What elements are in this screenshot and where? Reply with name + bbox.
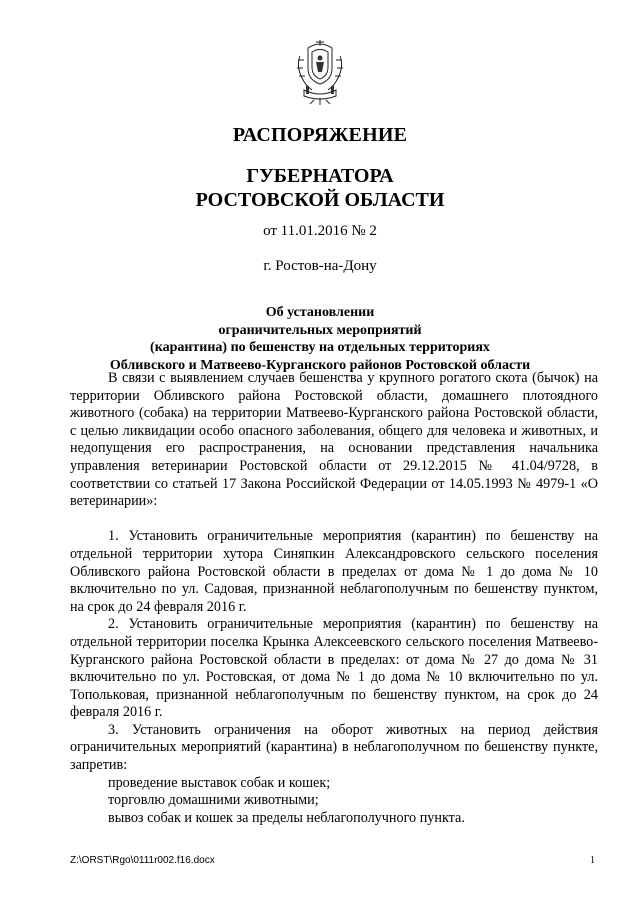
item-3-paragraph: 3. Установить ограничения на оборот животных на период действия ограничительных мероприятий (карантина) в неблагополучном по бешенству пункте, запретив: — [70, 721, 598, 774]
issuer-line-1: ГУБЕРНАТОРА — [246, 165, 394, 187]
subject-line-4: Обливского и Матвеево-Курганского районов Ростовской области — [109, 357, 531, 373]
ban-item-1: проведение выставок собак и кошек; — [108, 774, 331, 791]
city: г. Ростов-на-Дону — [263, 258, 377, 274]
ban-item-2: торговлю домашними животными; — [108, 792, 319, 809]
item-2-paragraph: 2. Установить ограничительные мероприятия (карантин) по бешенству на отдельной территории поселка Крынка Алексеевского сельского поселения Матвеево-Курганского района Ростовской области в пределах: от дома № 27 до дома № 31 включительно по ул. Ростовская, от дома № 1 до дома № 10 включительно по ул. Топольковая, признанной неблагополучным по бешенству пунктом, на срок до 24 февраля 2016 г. — [70, 616, 598, 721]
item-1-paragraph: 1. Установить ограничительные мероприятия (карантин) по бешенству на отдельной территории хутора Синяпкин Александровского сельского поселения Обливского района Ростовской области в пределах от дома № 1 до дома № 10 включительно по ул. Садовая, признанной неблагополучным по бешенству пунктом, на срок до 24 февраля 2016 г. — [70, 528, 598, 615]
preamble-paragraph: В связи с выявлением случаев бешенства у крупного рогатого скота (бычок) на территории Обливского района Ростовской области, домашнего плотоядного животного (собака) на территории Матвеево-Курганского района Ростовской области, с целью ликвидации особо опасного заболевания, общего для человека и животных, и недопущения его распространения, на основании представления начальника управления ветеринарии Ростовской области от 29.12.2015 № 41.04/9728, в соответствии со статьей 17 Закона Российской Федерации от 14.05.1993 № 4979-1 «О ветеринарии»: — [70, 370, 598, 510]
subject-line-1: Об установлении — [265, 305, 375, 320]
footer-page-number: 1 — [590, 855, 595, 866]
footer-file-path: Z:\ORST\Rgo\0111r002.f16.docx — [70, 855, 215, 866]
document-type-title: РАСПОРЯЖЕНИЕ — [232, 124, 408, 146]
subject-line-3: (карантина) по бешенству на отдельных территориях — [150, 340, 490, 355]
subject-heading — [0, 304, 640, 374]
subject-line-2: ограничительных мероприятий — [218, 322, 422, 338]
date-number: от 11.01.2016 № 2 — [263, 223, 377, 239]
document-body — [70, 370, 598, 827]
issuer-line-2: РОСТОВСКОЙ ОБЛАСТИ — [195, 189, 445, 211]
issuer-title — [0, 164, 640, 212]
ban-item-3: вывоз собак и кошек за пределы неблагополучного пункта. — [108, 809, 465, 826]
coat-of-arms-icon — [294, 38, 346, 106]
